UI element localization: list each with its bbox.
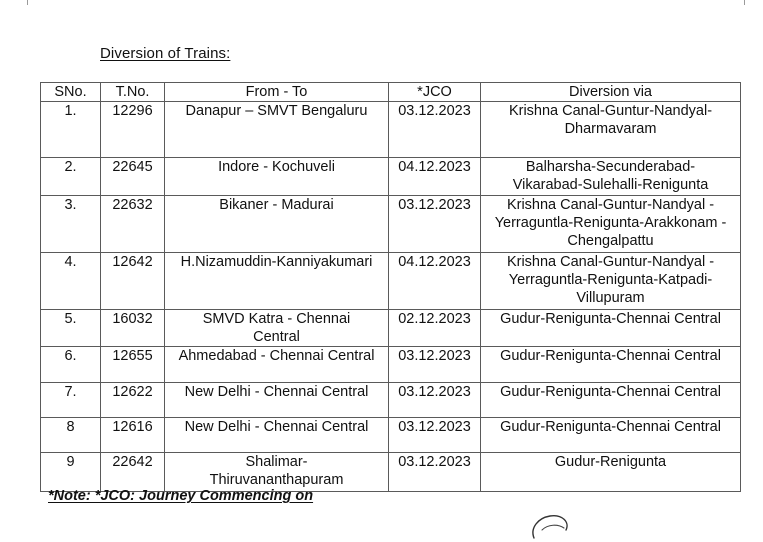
table-row bbox=[41, 383, 741, 418]
cell-jco: 03.12.2023 bbox=[389, 347, 481, 383]
left-edge-mark bbox=[27, 0, 28, 5]
header-diversion-via: Diversion via bbox=[481, 83, 741, 102]
cell-train-number: 12622 bbox=[101, 383, 165, 418]
cell-sno: 9 bbox=[41, 453, 101, 492]
cell-from-to: Indore - Kochuveli bbox=[165, 158, 389, 196]
cell-sno: 3. bbox=[41, 196, 101, 253]
document-heading: Diversion of Trains: bbox=[100, 45, 231, 62]
header-from-to: From - To bbox=[165, 83, 389, 102]
cell-sno: 5. bbox=[41, 310, 101, 347]
signature-mark bbox=[528, 508, 608, 542]
cell-from-to: SMVD Katra - Chennai Central bbox=[165, 310, 389, 347]
cell-train-number: 22632 bbox=[101, 196, 165, 253]
cell-diversion-via: Krishna Canal-Guntur-Nandyal -Yerraguntla-Renigunta-Katpadi-Villupuram bbox=[481, 253, 741, 310]
cell-jco: 04.12.2023 bbox=[389, 253, 481, 310]
table-row bbox=[41, 158, 741, 196]
footnote: *Note: *JCO: Journey Commencing on bbox=[48, 488, 314, 504]
cell-sno: 7. bbox=[41, 383, 101, 418]
cell-sno: 4. bbox=[41, 253, 101, 310]
cell-from-to: New Delhi - Chennai Central bbox=[165, 383, 389, 418]
cell-diversion-via: Krishna Canal-Guntur-Nandyal -Yerraguntla-Renigunta-Arakkonam -Chengalpattu bbox=[481, 196, 741, 253]
cell-jco: 03.12.2023 bbox=[389, 418, 481, 453]
cell-sno: 6. bbox=[41, 347, 101, 383]
table-row bbox=[41, 347, 741, 383]
header-jco: *JCO bbox=[389, 83, 481, 102]
cell-train-number: 22645 bbox=[101, 158, 165, 196]
diversion-table bbox=[40, 82, 741, 492]
cell-train-number: 12655 bbox=[101, 347, 165, 383]
cell-train-number: 22642 bbox=[101, 453, 165, 492]
cell-jco: 02.12.2023 bbox=[389, 310, 481, 347]
cell-diversion-via: Gudur-Renigunta-Chennai Central bbox=[481, 418, 741, 453]
cell-sno: 8 bbox=[41, 418, 101, 453]
cell-train-number: 12642 bbox=[101, 253, 165, 310]
table-row bbox=[41, 310, 741, 347]
cell-diversion-via: Gudur-Renigunta-Chennai Central bbox=[481, 347, 741, 383]
cell-sno: 1. bbox=[41, 102, 101, 158]
cell-from-to: H.Nizamuddin-Kanniyakumari bbox=[165, 253, 389, 310]
table-row bbox=[41, 253, 741, 310]
header-sno: SNo. bbox=[41, 83, 101, 102]
cell-diversion-via: Gudur-Renigunta bbox=[481, 453, 741, 492]
cell-from-to: New Delhi - Chennai Central bbox=[165, 418, 389, 453]
cell-train-number: 16032 bbox=[101, 310, 165, 347]
cell-from-to: Shalimar-Thiruvananthapuram bbox=[165, 453, 389, 492]
right-edge-mark bbox=[744, 0, 745, 5]
cell-from-to: Bikaner - Madurai bbox=[165, 196, 389, 253]
cell-from-to: Danapur – SMVT Bengaluru bbox=[165, 102, 389, 158]
cell-jco: 03.12.2023 bbox=[389, 196, 481, 253]
cell-train-number: 12616 bbox=[101, 418, 165, 453]
cell-from-to: Ahmedabad - Chennai Central bbox=[165, 347, 389, 383]
cell-diversion-via: Gudur-Renigunta-Chennai Central bbox=[481, 310, 741, 347]
cell-jco: 03.12.2023 bbox=[389, 453, 481, 492]
table-row bbox=[41, 418, 741, 453]
header-train-number: T.No. bbox=[101, 83, 165, 102]
table-row bbox=[41, 102, 741, 158]
cell-jco: 03.12.2023 bbox=[389, 383, 481, 418]
cell-jco: 04.12.2023 bbox=[389, 158, 481, 196]
cell-diversion-via: Balharsha-Secunderabad-Vikarabad-Sulehalli-Renigunta bbox=[481, 158, 741, 196]
cell-train-number: 12296 bbox=[101, 102, 165, 158]
cell-sno: 2. bbox=[41, 158, 101, 196]
table-row bbox=[41, 196, 741, 253]
cell-diversion-via: Gudur-Renigunta-Chennai Central bbox=[481, 383, 741, 418]
table-header-row bbox=[41, 83, 741, 102]
cell-diversion-via: Krishna Canal-Guntur-Nandyal-Dharmavaram bbox=[481, 102, 741, 158]
cell-jco: 03.12.2023 bbox=[389, 102, 481, 158]
table-row bbox=[41, 453, 741, 492]
